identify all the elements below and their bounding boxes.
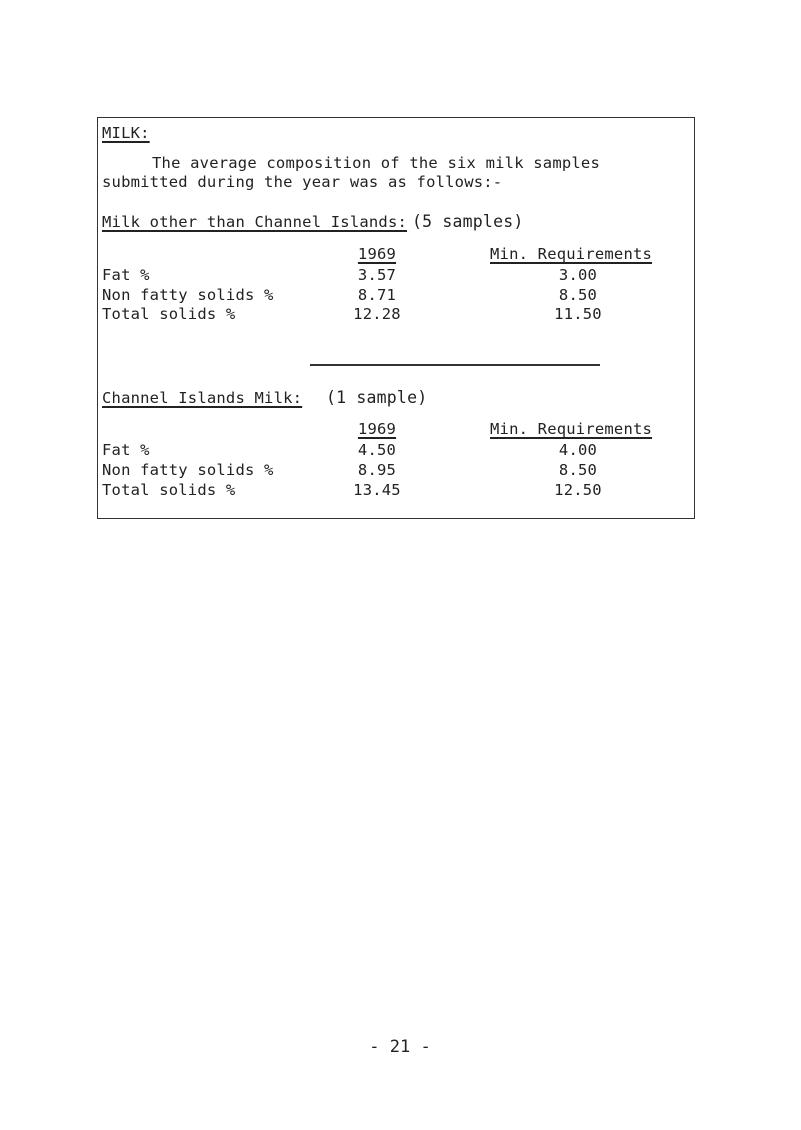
section-2-samples: (1 sample): [326, 388, 428, 407]
section-divider: [310, 364, 600, 366]
section-1-row-fat-year: 3.57: [357, 266, 397, 284]
section-2-row-fat-min: 4.00: [558, 441, 598, 459]
section-1-title: Milk other than Channel Islands:: [102, 213, 408, 231]
intro-line-1: The average composition of the six milk samples: [152, 154, 600, 172]
section-1-row-nfs-min: 8.50: [558, 286, 598, 304]
section-1-row-nfs-year: 8.71: [357, 286, 397, 304]
section-2-row-nfs-min: 8.50: [558, 461, 598, 479]
section-1-year-header: 1969: [357, 245, 397, 263]
section-1-row-fat-label: Fat %: [102, 266, 150, 284]
section-2-row-fat-year: 4.50: [357, 441, 397, 459]
section-2-row-nfs-year: 8.95: [357, 461, 397, 479]
section-2-min-header: Min. Requirements: [490, 420, 653, 438]
section-2-row-fat-label: Fat %: [102, 441, 150, 459]
section-1-samples: (5 samples): [412, 212, 524, 231]
section-1-row-ts-min: 11.50: [554, 305, 602, 323]
section-1-min-header: Min. Requirements: [490, 245, 653, 263]
section-2-title: Channel Islands Milk:: [102, 389, 303, 407]
section-1-row-fat-min: 3.00: [558, 266, 598, 284]
section-1-row-nfs-label: Non fatty solids %: [102, 286, 274, 304]
section-2-row-nfs-label: Non fatty solids %: [102, 461, 274, 479]
section-1-row-ts-year: 12.28: [353, 305, 401, 323]
section-2-row-ts-min: 12.50: [554, 481, 602, 499]
section-2-row-ts-label: Total solids %: [102, 481, 236, 499]
section-heading: MILK:: [102, 124, 150, 142]
section-1-row-ts-label: Total solids %: [102, 305, 236, 323]
section-2-year-header: 1969: [357, 420, 397, 438]
page-number: - 21 -: [369, 1037, 431, 1057]
intro-line-2: submitted during the year was as follows:-: [102, 173, 503, 191]
section-2-row-ts-year: 13.45: [353, 481, 401, 499]
